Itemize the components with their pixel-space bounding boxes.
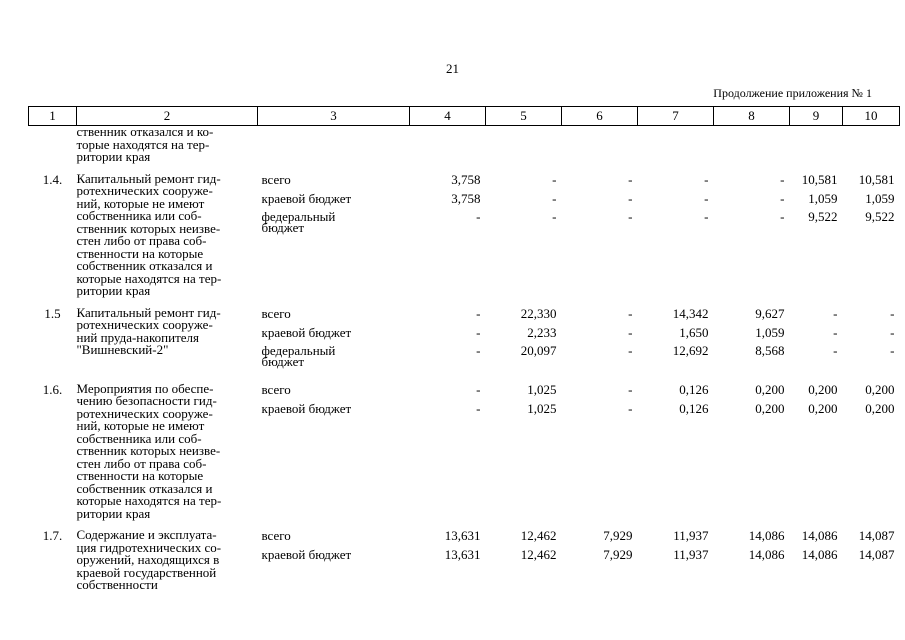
value: -: [780, 172, 785, 187]
value-cell: [843, 529, 900, 592]
value: -: [628, 306, 633, 321]
value-cell: [486, 126, 562, 164]
value: 3,758: [451, 191, 481, 206]
header-cell: 6: [562, 107, 638, 126]
value-cell: [410, 307, 486, 374]
value: -: [890, 306, 895, 321]
gap-cell: [843, 298, 900, 307]
item-name-line: ственности на которые: [76, 468, 204, 483]
value-cell: [790, 126, 843, 164]
funding-source: [258, 383, 410, 521]
gap-cell: [790, 374, 843, 383]
value: -: [780, 210, 785, 224]
value: 13,631: [444, 529, 481, 543]
funding-source-label: краевой бюджет: [261, 548, 352, 562]
item-name-line: ротехнических сооруже-: [76, 405, 213, 421]
gap-cell: [486, 374, 562, 383]
value-cell: [714, 383, 790, 521]
value: -: [833, 325, 838, 340]
value-cell: [790, 173, 843, 298]
funding-source-label: краевой бюджет: [261, 401, 352, 416]
value: 14,086: [748, 529, 785, 543]
value: -: [552, 210, 557, 224]
gap-cell: [843, 164, 900, 173]
gap-cell: [638, 520, 714, 529]
item-name: [76, 304, 258, 374]
item-name: [77, 529, 258, 592]
value-cell: [790, 307, 843, 374]
value: 0,126: [679, 382, 709, 397]
value: 14,086: [801, 548, 838, 562]
item-name-line: собственник отказался и: [76, 480, 213, 496]
gap-cell: [258, 520, 410, 529]
value: -: [476, 210, 481, 224]
gap-cell: [790, 164, 843, 173]
value-cell: [638, 126, 714, 164]
value: -: [628, 191, 633, 206]
value: -: [476, 325, 481, 340]
item-name-line: ритории края: [76, 505, 151, 521]
value-cell: [843, 383, 900, 521]
value: -: [476, 382, 481, 397]
value: 1,025: [527, 382, 557, 397]
value: 0,200: [755, 382, 785, 397]
gap-cell: [486, 520, 562, 529]
value: 0,200: [755, 401, 785, 416]
value: -: [628, 401, 633, 416]
item-name-line: ритории края: [76, 149, 151, 164]
item-number: 1.5: [44, 305, 61, 321]
item-name-line: "Вишневский-2": [76, 342, 169, 357]
value: 0,200: [865, 382, 895, 397]
item-number: [29, 126, 77, 164]
value: -: [833, 344, 838, 358]
funding-source: [258, 126, 410, 164]
table-row: [29, 383, 900, 521]
value: 9,522: [808, 210, 838, 224]
gap-cell: [486, 164, 562, 173]
funding-source-label: краевой бюджет: [261, 325, 352, 340]
value: 14,342: [672, 306, 709, 321]
value: 12,692: [672, 344, 709, 358]
value: -: [704, 191, 709, 206]
value: 1,025: [527, 401, 557, 416]
value-cell: [410, 529, 486, 592]
value: 1,059: [808, 191, 838, 206]
value: 9,522: [865, 210, 895, 224]
funding-source-label: всего: [261, 306, 291, 321]
item-name-line: ритории края: [76, 283, 151, 298]
value: 10,581: [801, 172, 838, 187]
header-cell: 9: [790, 107, 843, 126]
value-cell: [638, 529, 714, 592]
value: -: [890, 344, 895, 358]
header-cell: 5: [486, 107, 562, 126]
value: 0,200: [865, 401, 895, 416]
funding-source-label: федеральный бюджет: [261, 210, 336, 235]
gap-cell: [410, 374, 486, 383]
gap-cell: [843, 374, 900, 383]
item-name-line: собственности: [76, 577, 158, 592]
value: -: [780, 191, 785, 206]
value: 1,059: [865, 191, 895, 206]
value: 20,097: [520, 344, 557, 358]
value: 0,126: [679, 401, 709, 416]
gap-cell: [790, 520, 843, 529]
gap-cell: [843, 520, 900, 529]
header-row: [29, 107, 900, 126]
value: -: [476, 401, 481, 416]
gap-cell: [638, 374, 714, 383]
value-cell: [638, 383, 714, 521]
value: 0,200: [808, 401, 838, 416]
item-name-line: чению безопасности гид-: [76, 393, 217, 408]
table-row: [29, 126, 900, 164]
value: -: [628, 382, 633, 397]
value: 12,462: [520, 529, 557, 543]
value: 11,937: [673, 529, 709, 543]
gap-cell: [486, 298, 562, 307]
value-cell: [410, 126, 486, 164]
value-cell: [714, 126, 790, 164]
gap-cell: [562, 520, 638, 529]
value: 2,233: [527, 325, 557, 340]
value: 1,059: [755, 325, 785, 340]
value-cell: [843, 126, 900, 164]
header-cell: 4: [410, 107, 486, 126]
value-cell: [562, 529, 638, 592]
gap-cell: [258, 374, 410, 383]
gap-cell: [638, 298, 714, 307]
value-cell: [562, 126, 638, 164]
value: 14,086: [801, 529, 838, 543]
item-name-line: краевой государственной: [76, 564, 217, 580]
funding-source-label: краевой бюджет: [261, 191, 352, 206]
gap-cell: [258, 164, 410, 173]
value: 14,086: [748, 548, 785, 562]
value-cell: [790, 383, 843, 521]
funding-source-label: федеральный бюджет: [261, 344, 336, 369]
header-cell: 1: [29, 107, 77, 126]
value: -: [552, 172, 557, 187]
item-number: 1.4.: [42, 171, 63, 187]
item-number: 1.7.: [42, 528, 63, 543]
item-name-line: которые находятся на тер-: [76, 493, 222, 508]
budget-table: [28, 106, 900, 592]
value: 3,758: [451, 172, 481, 187]
value: 13,631: [444, 548, 481, 562]
item-name-line: ний пруда-накопителя: [76, 329, 200, 345]
value: -: [476, 344, 481, 358]
gap-cell: [410, 520, 486, 529]
item-name: [77, 126, 258, 164]
gap-cell: [714, 298, 790, 307]
value-cell: [562, 307, 638, 374]
table-row: [29, 529, 900, 592]
table-row: [29, 173, 900, 298]
value: -: [628, 172, 633, 187]
value-cell: [843, 173, 900, 298]
value: 10,581: [858, 172, 895, 187]
value: -: [552, 191, 557, 206]
item-name: [76, 170, 258, 298]
funding-source: [258, 529, 410, 592]
value-cell: [843, 307, 900, 374]
value: 14,087: [858, 548, 895, 562]
header-cell: 8: [714, 107, 790, 126]
value: 8,568: [755, 344, 785, 358]
gap-cell: [790, 298, 843, 307]
value: 0,200: [808, 382, 838, 397]
gap-cell: [714, 520, 790, 529]
value-cell: [410, 173, 486, 298]
item-name-line: оружений, находящихся в: [76, 552, 220, 567]
value-cell: [486, 383, 562, 521]
item-name-line: собственника или соб-: [76, 208, 202, 223]
funding-source-label: всего: [261, 172, 291, 187]
value-cell: [562, 173, 638, 298]
item-number: 1.6.: [42, 381, 63, 397]
value: -: [476, 306, 481, 321]
value: -: [833, 306, 838, 321]
item-name-line: Мероприятия по обеспе-: [76, 380, 214, 396]
value-cell: [486, 529, 562, 592]
value-cell: [714, 307, 790, 374]
gap-cell: [410, 298, 486, 307]
header-cell: 7: [638, 107, 714, 126]
item-name: [76, 380, 258, 521]
item-name-line: которые находятся на тер-: [76, 270, 222, 286]
item-name-line: торые находятся на тер-: [76, 136, 210, 152]
value: -: [628, 344, 633, 358]
item-name-line: Капитальный ремонт гид-: [76, 170, 221, 186]
value-cell: [486, 173, 562, 298]
value-cell: [638, 307, 714, 374]
value: 14,087: [858, 529, 895, 543]
item-name-line: стен либо от права соб-: [76, 233, 207, 248]
header-cell: 2: [77, 107, 258, 126]
item-name-line: ротехнических сооруже-: [76, 317, 213, 332]
value-cell: [638, 173, 714, 298]
value-cell: [562, 383, 638, 521]
gap-cell: [562, 374, 638, 383]
item-name-line: стен либо от права соб-: [76, 455, 207, 471]
gap-cell: [258, 298, 410, 307]
value: 9,627: [755, 306, 785, 321]
value: 1,650: [679, 325, 709, 340]
funding-source-label: всего: [261, 382, 291, 397]
funding-source: [258, 173, 410, 298]
value: -: [628, 325, 633, 340]
value: -: [704, 172, 709, 187]
value-cell: [714, 173, 790, 298]
gap-cell: [562, 164, 638, 173]
table-body: [29, 126, 900, 592]
item-name-line: ний, которые не имеют: [76, 195, 205, 211]
gap-cell: [638, 164, 714, 173]
value: 22,330: [520, 306, 557, 321]
value-cell: [714, 529, 790, 592]
value: -: [628, 210, 633, 224]
item-name-line: ственник которых неизве-: [76, 443, 221, 458]
header-cell: 3: [258, 107, 410, 126]
item-name-line: ротехнических сооруже-: [76, 183, 213, 198]
item-name-line: собственника или соб-: [76, 430, 202, 446]
page-number: 21: [446, 61, 459, 76]
value-cell: [486, 307, 562, 374]
gap-cell: [562, 298, 638, 307]
gap-cell: [714, 164, 790, 173]
table-row: [29, 307, 900, 374]
item-name-line: Капитальный ремонт гид-: [76, 304, 221, 320]
item-name-line: ственник отказался и ко-: [76, 124, 214, 139]
item-name-line: ственник которых неизве-: [76, 220, 221, 236]
value: -: [890, 325, 895, 340]
funding-source-label: всего: [261, 529, 291, 543]
item-name-line: ственности на которые: [76, 245, 204, 261]
value: 12,462: [520, 548, 557, 562]
value-cell: [410, 383, 486, 521]
appendix-caption: Продолжение приложения № 1: [713, 86, 872, 100]
gap-cell: [714, 374, 790, 383]
value: 7,929: [603, 529, 633, 543]
value: 7,929: [603, 548, 633, 562]
value: 11,937: [673, 548, 709, 562]
item-name-line: Содержание и эксплуата-: [76, 527, 217, 542]
header-cell: 10: [843, 107, 900, 126]
value: -: [704, 210, 709, 224]
funding-source: [258, 307, 410, 374]
value-cell: [790, 529, 843, 592]
item-name-line: ний, которые не имеют: [76, 418, 205, 433]
item-name-line: собственник отказался и: [76, 258, 213, 273]
item-name-line: ция гидротехнических со-: [76, 539, 222, 555]
gap-cell: [410, 164, 486, 173]
